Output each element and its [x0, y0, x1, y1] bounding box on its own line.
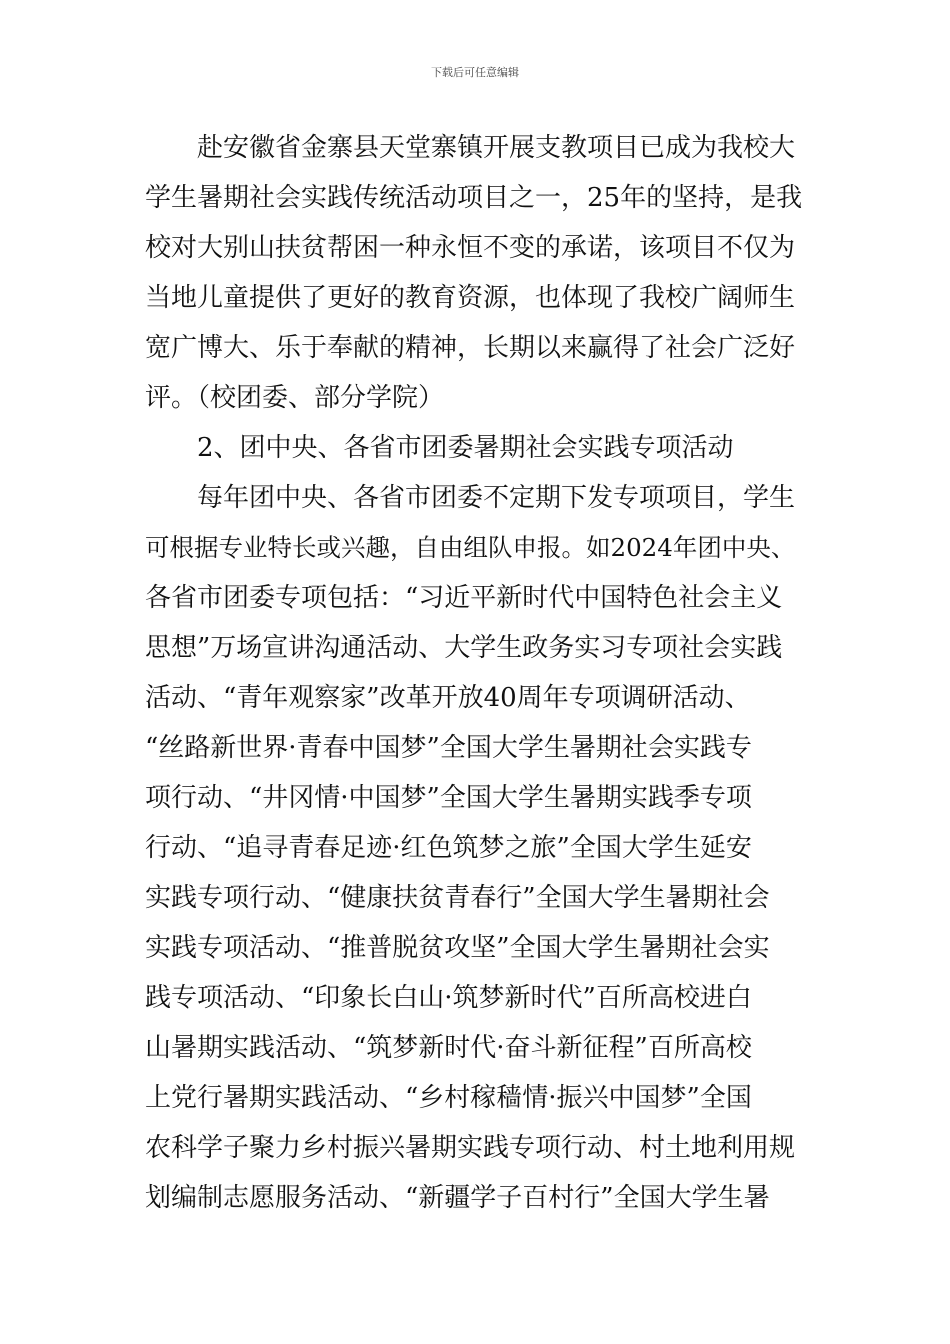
text-line-1: 赴安徽省金寨县天堂寨镇开展支教项目已成为我校大 — [145, 133, 796, 163]
text-line-21: 农科学子聚力乡村振兴暑期实践专项行动、村土地利用规 — [145, 1133, 796, 1163]
section-heading: 2、团中央、各省市团委暑期社会实践专项活动 — [145, 433, 734, 463]
page-header: 下载后可任意编辑 — [431, 66, 519, 79]
text-line-14: 项行动、“井冈情·中国梦”全国大学生暑期实践季专项 — [145, 783, 752, 813]
text-line-18: 践专项活动、“印象长白山·筑梦新时代”百所高校进白 — [145, 983, 752, 1013]
text-line-22: 划编制志愿服务活动、“新疆学子百村行”全国大学生暑 — [145, 1183, 770, 1213]
text-line-17: 实践专项活动、“推普脱贫攻坚”全国大学生暑期社会实 — [145, 933, 770, 963]
text-line-10: 各省市团委专项包括：“习近平新时代中国特色社会主义 — [145, 583, 783, 613]
text-line-12: 活动、“青年观察家”改革开放40周年专项调研活动、 — [145, 683, 751, 713]
text-line-13: “丝路新世界·青春中国梦”全国大学生暑期社会实践专 — [145, 733, 752, 763]
text-line-5: 宽广博大、乐于奉献的精神，长期以来赢得了社会广泛好 — [145, 333, 796, 363]
text-line-11: 思想”万场宣讲沟通活动、大学生政务实习专项社会实践 — [145, 633, 783, 663]
text-line-3: 校对大别山扶贫帮困一种永恒不变的承诺，该项目不仅为 — [145, 233, 796, 263]
text-line-9: 可根据专业特长或兴趣，自由组队申报。如2024年团中央、 — [145, 533, 796, 562]
text-line-4: 当地儿童提供了更好的教育资源，也体现了我校广阔师生 — [145, 283, 796, 313]
text-line-8: 每年团中央、各省市团委不定期下发专项项目，学生 — [145, 483, 796, 513]
text-line-6: 评。（校团委、部分学院） — [145, 383, 445, 413]
text-line-19: 山暑期实践活动、“筑梦新时代·奋斗新征程”百所高校 — [145, 1033, 752, 1063]
text-line-15: 行动、“追寻青春足迹·红色筑梦之旅”全国大学生延安 — [145, 833, 752, 863]
text-line-20: 上党行暑期实践活动、“乡村稼穑情·振兴中国梦”全国 — [145, 1083, 752, 1113]
text-line-2: 学生暑期社会实践传统活动项目之一，25年的坚持，是我 — [145, 183, 803, 213]
text-line-16: 实践专项行动、“健康扶贫青春行”全国大学生暑期社会 — [145, 883, 770, 913]
